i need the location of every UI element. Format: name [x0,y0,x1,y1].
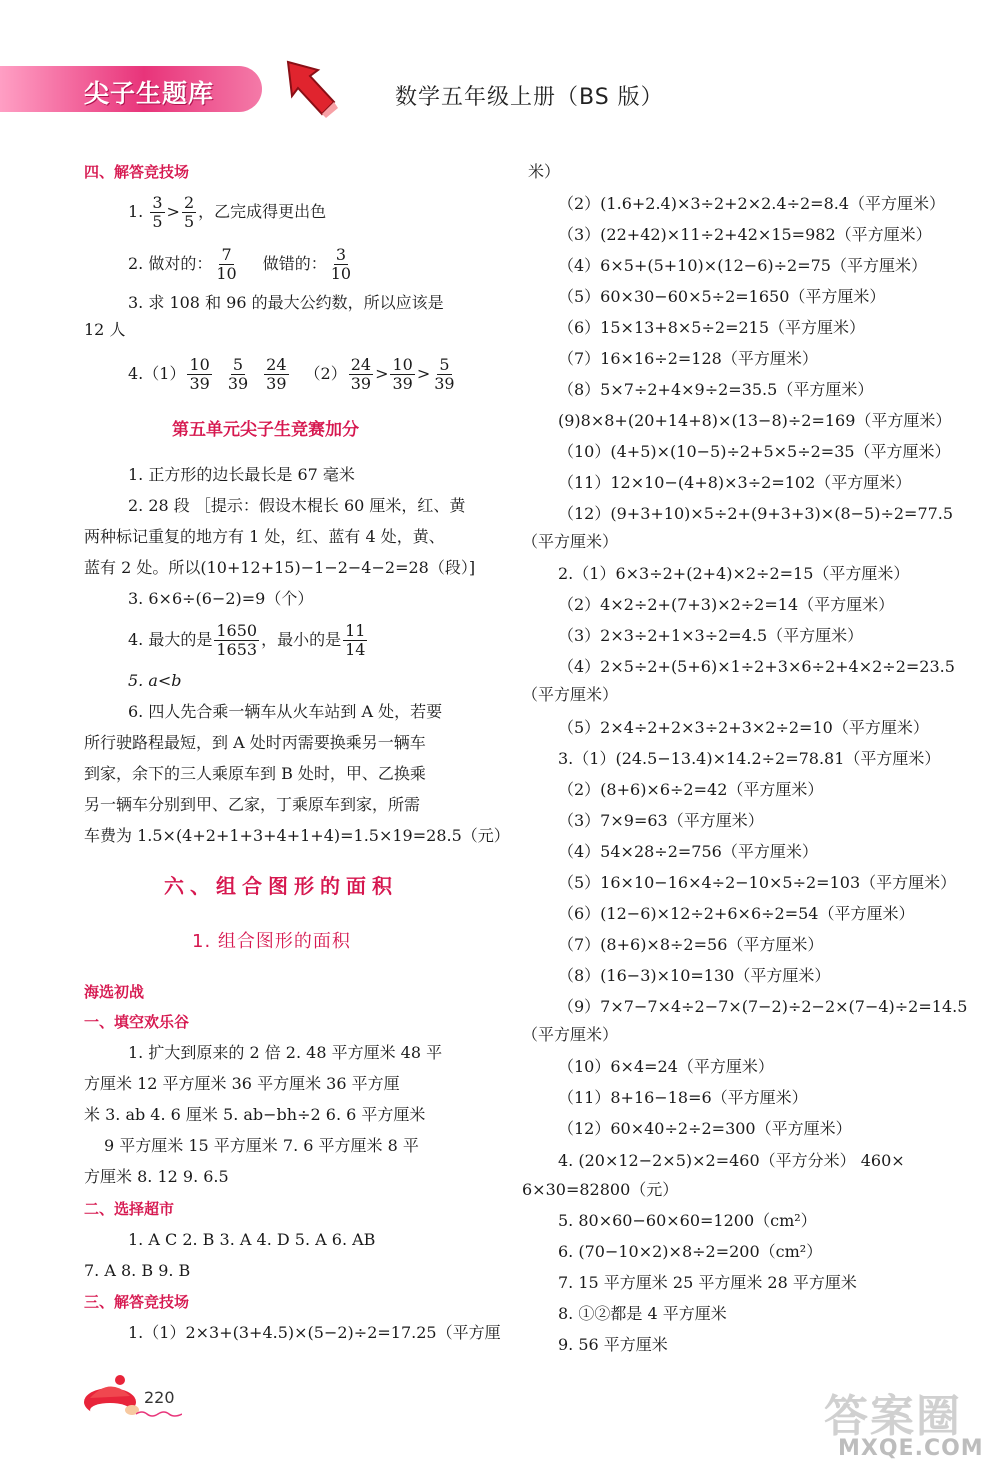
answer-line: （2）(8+6)×6÷2=42（平方厘米） [558,780,824,799]
fraction [182,194,196,231]
numerator: 5 [439,355,450,374]
answer-line: （3）7×9=63（平方厘米） [558,811,764,830]
answer-text: ，乙完成得更出色 [198,202,327,221]
denominator: 39 [434,374,455,393]
comparison-sign: > [416,364,431,383]
red-arrow-icon [282,56,342,118]
answer-line: 3. 求 108 和 96 的最大公约数，所以应该是 [128,293,444,312]
answer-line: 6. (70−10×2)×8÷2=200（cm²） [558,1242,823,1261]
section-title: 二、选择超市 [84,1200,175,1218]
numerator: 2 [183,193,195,212]
answer-line: （8）(16−3)×10=130（平方厘米） [558,966,831,985]
answer-line: 到家，余下的三人乘原车到 B 处时，甲、乙换乘 [84,764,426,783]
answer-line: （11）12×10−(4+8)×3÷2=102（平方厘米） [558,473,912,492]
answer-line: （2）(1.6+2.4)×3÷2+2×2.4÷2=8.4（平方厘米） [558,194,946,213]
answer-line: 3. 6×6÷(6−2)=9（个） [128,589,314,608]
answer-line: （3）(22+42)×11÷2+42×15=982（平方厘米） [558,225,932,244]
answer-line: （4）6×5+(5+10)×(12−6)÷2=75（平方厘米） [558,256,927,275]
answer-line [128,622,369,659]
section-title: 一、填空欢乐谷 [84,1013,190,1031]
book-title [395,80,664,111]
comparison-sign: > [375,364,389,383]
answer-line: 所行驶路程最短，到 A 处时丙需要换乘另一辆车 [84,733,426,752]
answer-line: （5）2×4÷2+2×3÷2+3×2÷2=10（平方厘米） [558,718,929,737]
answer-line [128,356,459,393]
answer-line: 1. 正方形的边长最长是 67 毫米 [128,465,355,484]
answer-line: 5. 80×60−60×60=1200（cm²） [558,1211,817,1230]
watermark-url: MXQE.COM [838,1436,984,1461]
answer-line: 6. 四人先合乘一辆车从火车站到 A 处，若要 [128,702,443,721]
numerator: 1650 [216,621,258,640]
cartoon-hat-icon [80,1372,144,1418]
denominator: 39 [392,374,413,393]
answer-line: 车费为 1.5×(4+2+1+3+4+1+4)=1.5×19=28.5（元） [84,826,510,845]
answer-line: （2）4×2÷2+(7+3)×2÷2=14（平方厘米） [558,595,895,614]
answer-line: (9)8×8+(20+14+8)×(13−8)÷2=169（平方厘米） [558,411,952,430]
answer-text: 做错的： [262,254,327,273]
section-title: 海选初战 [84,983,145,1001]
comparison-sign: > [166,202,180,221]
answer-line: 米 3. ab 4. 6 厘米 5. ab−bh÷2 6. 6 平方厘米 [84,1105,426,1124]
denominator: 10 [330,264,352,283]
answer-line: （10）6×4=24（平方厘米） [558,1057,774,1076]
numerator: 11 [345,621,366,640]
answer-line: 4. (20×12−2×5)×2=460（平方分米） 460× [558,1151,905,1170]
answer-line: （7）(8+6)×8÷2=56（平方厘米） [558,935,824,954]
fraction [150,194,164,231]
denominator: 39 [227,374,249,393]
fraction [214,622,259,659]
fraction [329,246,353,283]
fraction [390,356,414,393]
answer-line: （10）(4+5)×(10−5)÷2+5×5÷2=35（平方厘米） [558,442,951,461]
answer-line: 方厘米 12 平方厘米 36 平方厘米 36 平方厘 [84,1074,400,1093]
answer-line: 方厘米 8. 12 9. 6.5 [84,1167,229,1186]
answer-line: （3）2×3÷2+1×3÷2=4.5（平方厘米） [558,626,864,645]
denominator: 1653 [216,640,258,659]
answer-line: （4）2×5÷2+(5+6)×1÷2+3×6÷2+4×2÷2=23.5 [558,657,955,676]
answer-line: 9 平方厘米 15 平方厘米 7. 6 平方厘米 8 平 [104,1136,419,1155]
numerator: 3 [152,193,163,212]
chapter-title: 六、组合图形的面积 [164,874,398,898]
fraction [432,356,456,393]
answer-line [128,246,355,283]
answer-line: （5）60×30−60×5÷2=1650（平方厘米） [558,287,886,306]
numerator: 5 [232,355,244,374]
numerator: 10 [392,355,413,374]
lesson-title: 1. 组合图形的面积 [192,931,351,952]
answer-line: 1. 扩大到原来的 2 倍 2. 48 平方厘米 48 平 [128,1043,443,1062]
answer-line: 8. ①②都是 4 平方厘米 [558,1304,727,1323]
answer-line: （12）60×40÷2÷2=300（平方厘米） [558,1119,852,1138]
fraction [187,356,211,393]
answer-line: （平方厘米） [522,685,619,704]
answer-line: （4）54×28÷2=756（平方厘米） [558,842,818,861]
book-title-text: 数学五年级上册 [395,85,557,110]
fraction [226,356,250,393]
watermark [824,1380,984,1460]
answer-line: （7）16×16÷2=128（平方厘米） [558,349,818,368]
answer-line: （平方厘米） [522,532,619,551]
denominator: 14 [345,640,366,659]
numerator: 24 [266,355,287,374]
answer-line: 7. 15 平方厘米 25 平方厘米 28 平方厘米 [558,1273,857,1292]
watermark-text: 答案圈 [824,1391,962,1442]
answer-line: 1. A C 2. B 3. A 4. D 5. A 6. AB [128,1230,376,1249]
answer-line: 3.（1）(24.5−13.4)×14.2÷2=78.81（平方厘米） [558,749,941,768]
numerator: 7 [221,245,232,264]
section-title: 四、解答竞技场 [84,163,190,181]
denominator: 39 [350,374,372,393]
answer-line: 蓝有 2 处。所以(10+12+15)−1−2−4−2=28（段）] [84,558,476,577]
answer-line: （8）5×7÷2+4×9÷2=35.5（平方厘米） [558,380,874,399]
item-number: 4.（1） [128,364,186,383]
wave-decoration-icon [136,1410,182,1418]
answer-line: 米） [528,162,561,181]
denominator: 10 [216,264,237,283]
answer-text: 4. 最大的是 [128,630,213,649]
answer-line: （11）8+16−18=6（平方厘米） [558,1088,808,1107]
answer-line [128,194,326,231]
answer-line: 7. A 8. B 9. B [84,1261,191,1280]
answer-text: ，最小的是 [261,630,342,649]
fraction [214,246,238,283]
numerator: 10 [189,355,210,374]
denominator: 39 [189,374,210,393]
fraction [349,356,373,393]
unit-title: 第五单元尖子生竞赛加分 [172,420,359,440]
answer-line: （12）(9+3+10)×5÷2+(9+3+3)×(8−5)÷2=77.5 [558,504,954,523]
answer-line: 两种标记重复的地方有 1 处，红、蓝有 4 处，黄、 [84,527,445,546]
answer-text: 2. 做对的： [128,254,213,273]
fraction [264,356,288,393]
book-edition: （BS 版） [556,85,664,110]
section-title: 三、解答竞技场 [84,1293,190,1311]
item-number: 1. [128,202,149,221]
denominator: 5 [183,212,195,231]
numerator: 3 [335,245,346,264]
item-number: （2） [304,364,347,383]
answer-line: （平方厘米） [522,1025,619,1044]
answer-line: 1.（1）2×3+(3+4.5)×(5−2)÷2=17.25（平方厘 [128,1323,501,1342]
answer-line: （9）7×7−7×4÷2−7×(7−2)÷2−2×(7−4)÷2=14.5 [558,997,968,1016]
page-number: 220 [144,1388,175,1407]
answer-line: 另一辆车分别到甲、乙家，丁乘原车到家，所需 [84,795,421,814]
answer-line: 2. 28 段 ［提示：假设木棍长 60 厘米，红、黄 [128,496,466,515]
header-brand: 尖子生题库 [84,79,215,108]
answer-line: （6）(12−6)×12÷2+6×6÷2=54（平方厘米） [558,904,915,923]
denominator: 39 [266,374,287,393]
denominator: 5 [152,212,163,231]
fraction [343,622,367,659]
answer-line: （6）15×13+8×5÷2=215（平方厘米） [558,318,866,337]
answer-line: （5）16×10−16×4÷2−10×5÷2=103（平方厘米） [558,873,957,892]
answer-line: 5. a<b [128,671,182,690]
answer-line: 6×30=82800（元） [522,1180,679,1199]
answer-line: 2.（1）6×3÷2+(2+4)×2÷2=15（平方厘米） [558,564,910,583]
answer-line: 9. 56 平方厘米 [558,1335,668,1354]
numerator: 24 [350,355,372,374]
answer-line: 12 人 [84,320,126,339]
